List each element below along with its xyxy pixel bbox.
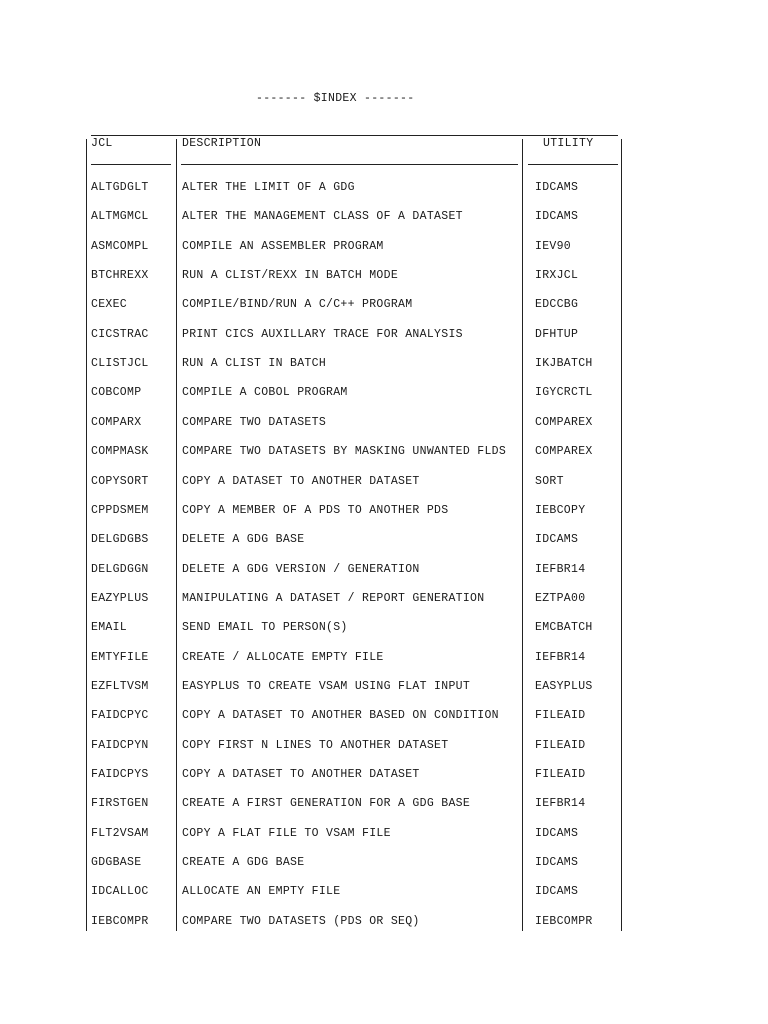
row-description: PRINT CICS AUXILLARY TRACE FOR ANALYSIS [182, 328, 463, 341]
row-description: COMPARE TWO DATASETS (PDS OR SEQ) [182, 915, 420, 928]
row-jcl: DELGDGBS [91, 533, 149, 546]
row-description: COPY A DATASET TO ANOTHER BASED ON CONDITION [182, 709, 499, 722]
row-jcl: FAIDCPYN [91, 739, 149, 752]
row-utility: IDCAMS [535, 210, 579, 223]
column-divider-right [621, 139, 622, 931]
row-jcl: CICSTRAC [91, 328, 149, 341]
row-utility: IGYCRCTL [535, 386, 593, 399]
row-jcl: ALTMGMCL [91, 210, 149, 223]
row-description: RUN A CLIST IN BATCH [182, 357, 327, 370]
header-right-rule [528, 164, 618, 165]
row-utility: IDCAMS [535, 827, 579, 840]
row-utility: COMPAREX [535, 445, 593, 458]
row-utility: DFHTUP [535, 328, 579, 341]
row-description: DELETE A GDG VERSION / GENERATION [182, 563, 420, 576]
row-jcl: EMAIL [91, 621, 128, 634]
row-jcl: DELGDGGN [91, 563, 149, 576]
column-divider-jcl [176, 139, 177, 931]
row-description: COMPILE AN ASSEMBLER PROGRAM [182, 240, 384, 253]
row-utility: IEBCOPY [535, 504, 586, 517]
row-jcl: EMTYFILE [91, 651, 149, 664]
row-description: COPY A DATASET TO ANOTHER DATASET [182, 768, 420, 781]
row-description: COMPILE A COBOL PROGRAM [182, 386, 348, 399]
row-description: COMPILE/BIND/RUN A C/C++ PROGRAM [182, 298, 413, 311]
row-jcl: CPPDSMEM [91, 504, 149, 517]
row-jcl: EAZYPLUS [91, 592, 149, 605]
row-description: COMPARE TWO DATASETS BY MASKING UNWANTED FLDS [182, 445, 507, 458]
row-utility: IEFBR14 [535, 651, 586, 664]
row-description: COPY A DATASET TO ANOTHER DATASET [182, 475, 420, 488]
row-description: ALTER THE MANAGEMENT CLASS OF A DATASET [182, 210, 463, 223]
row-utility: IDCAMS [535, 533, 579, 546]
row-description: SEND EMAIL TO PERSON(S) [182, 621, 348, 634]
row-jcl: ALTGDGLT [91, 181, 149, 194]
row-description: RUN A CLIST/REXX IN BATCH MODE [182, 269, 399, 282]
column-divider-left [86, 139, 87, 931]
row-utility: SORT [535, 475, 564, 488]
row-description: COPY A MEMBER OF A PDS TO ANOTHER PDS [182, 504, 449, 517]
row-description: CREATE / ALLOCATE EMPTY FILE [182, 651, 384, 664]
row-jcl: COPYSORT [91, 475, 149, 488]
row-description: ALTER THE LIMIT OF A GDG [182, 181, 355, 194]
page-title: ------- $INDEX ------- [256, 92, 415, 105]
row-utility: FILEAID [535, 709, 586, 722]
row-jcl: CEXEC [91, 298, 128, 311]
row-utility: COMPAREX [535, 416, 593, 429]
row-jcl: COMPMASK [91, 445, 149, 458]
header-left-rule [91, 164, 171, 165]
row-description: COPY A FLAT FILE TO VSAM FILE [182, 827, 391, 840]
row-jcl: ASMCOMPL [91, 240, 149, 253]
row-jcl: FLT2VSAM [91, 827, 149, 840]
row-utility: IDCAMS [535, 181, 579, 194]
row-description: COPY FIRST N LINES TO ANOTHER DATASET [182, 739, 449, 752]
row-jcl: COBCOMP [91, 386, 142, 399]
row-utility: IEFBR14 [535, 563, 586, 576]
row-utility: IEV90 [535, 240, 572, 253]
row-jcl: IDCALLOC [91, 885, 149, 898]
row-utility: IDCAMS [535, 856, 579, 869]
row-utility: IEBCOMPR [535, 915, 593, 928]
header-mid-rule [181, 164, 518, 165]
row-utility: EZTPA00 [535, 592, 586, 605]
row-description: COMPARE TWO DATASETS [182, 416, 327, 429]
row-utility: FILEAID [535, 768, 586, 781]
header-description: DESCRIPTION [182, 137, 262, 150]
row-jcl: FAIDCPYC [91, 709, 149, 722]
row-jcl: FAIDCPYS [91, 768, 149, 781]
header-utility: UTILITY [543, 137, 594, 150]
row-jcl: COMPARX [91, 416, 142, 429]
row-jcl: CLISTJCL [91, 357, 149, 370]
row-description: ALLOCATE AN EMPTY FILE [182, 885, 341, 898]
row-utility: EMCBATCH [535, 621, 593, 634]
row-utility: IEFBR14 [535, 797, 586, 810]
row-jcl: GDGBASE [91, 856, 142, 869]
row-description: CREATE A FIRST GENERATION FOR A GDG BASE [182, 797, 471, 810]
row-utility: EASYPLUS [535, 680, 593, 693]
column-divider-description [522, 139, 523, 931]
row-jcl: IEBCOMPR [91, 915, 149, 928]
header-jcl: JCL [91, 137, 113, 150]
row-jcl: BTCHREXX [91, 269, 149, 282]
row-utility: IKJBATCH [535, 357, 593, 370]
row-description: DELETE A GDG BASE [182, 533, 305, 546]
row-description: MANIPULATING A DATASET / REPORT GENERATION [182, 592, 485, 605]
row-utility: EDCCBG [535, 298, 579, 311]
table-top-rule [91, 135, 618, 136]
row-utility: IDCAMS [535, 885, 579, 898]
row-utility: IRXJCL [535, 269, 579, 282]
row-jcl: FIRSTGEN [91, 797, 149, 810]
row-jcl: EZFLTVSM [91, 680, 149, 693]
row-description: EASYPLUS TO CREATE VSAM USING FLAT INPUT [182, 680, 471, 693]
row-description: CREATE A GDG BASE [182, 856, 305, 869]
row-utility: FILEAID [535, 739, 586, 752]
